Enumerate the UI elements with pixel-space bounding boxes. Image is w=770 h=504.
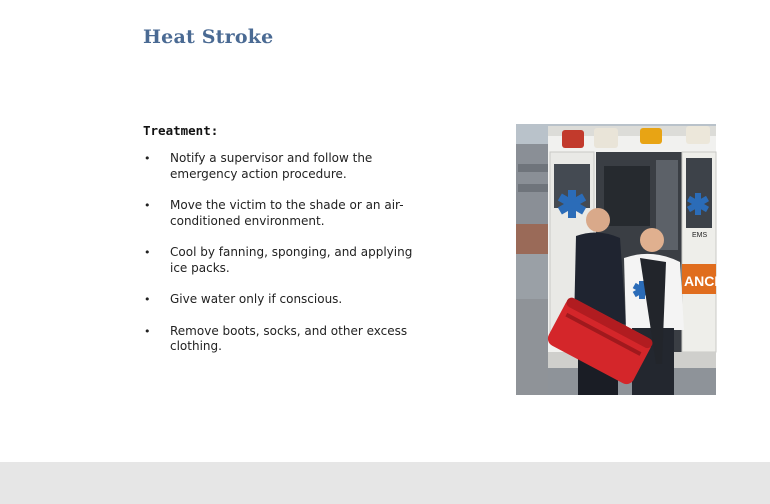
list-item-text: Notify a supervisor and follow the emergency action procedure. [170, 151, 373, 181]
bullet-icon: • [144, 152, 151, 165]
list-item-text: Cool by fanning, sponging, and applying ice packs. [170, 245, 413, 275]
bullet-icon: • [144, 293, 151, 306]
bullet-icon: • [144, 199, 151, 212]
list-item-text: Move the victim to the shade or an air-conditioned environment. [170, 198, 404, 228]
footer-band [0, 462, 770, 504]
ems-lettering: EMS [692, 232, 708, 239]
list-item [143, 324, 413, 355]
slide-title: Heat Stroke [143, 26, 274, 48]
bullet-icon: • [144, 324, 151, 338]
ambulance-lettering: ANCE [684, 273, 724, 289]
bullet-icon: • [144, 246, 151, 259]
treatment-heading: Treatment: [143, 123, 219, 138]
list-item [143, 198, 413, 229]
list-item [143, 292, 413, 308]
list-item [143, 245, 413, 276]
list-item [143, 151, 413, 182]
list-item-text: Give water only if conscious. [170, 292, 343, 306]
list-item-text: Remove boots, socks, and other excess clothing. [170, 323, 408, 353]
ambulance-photo [516, 124, 724, 395]
treatment-list [143, 151, 413, 355]
